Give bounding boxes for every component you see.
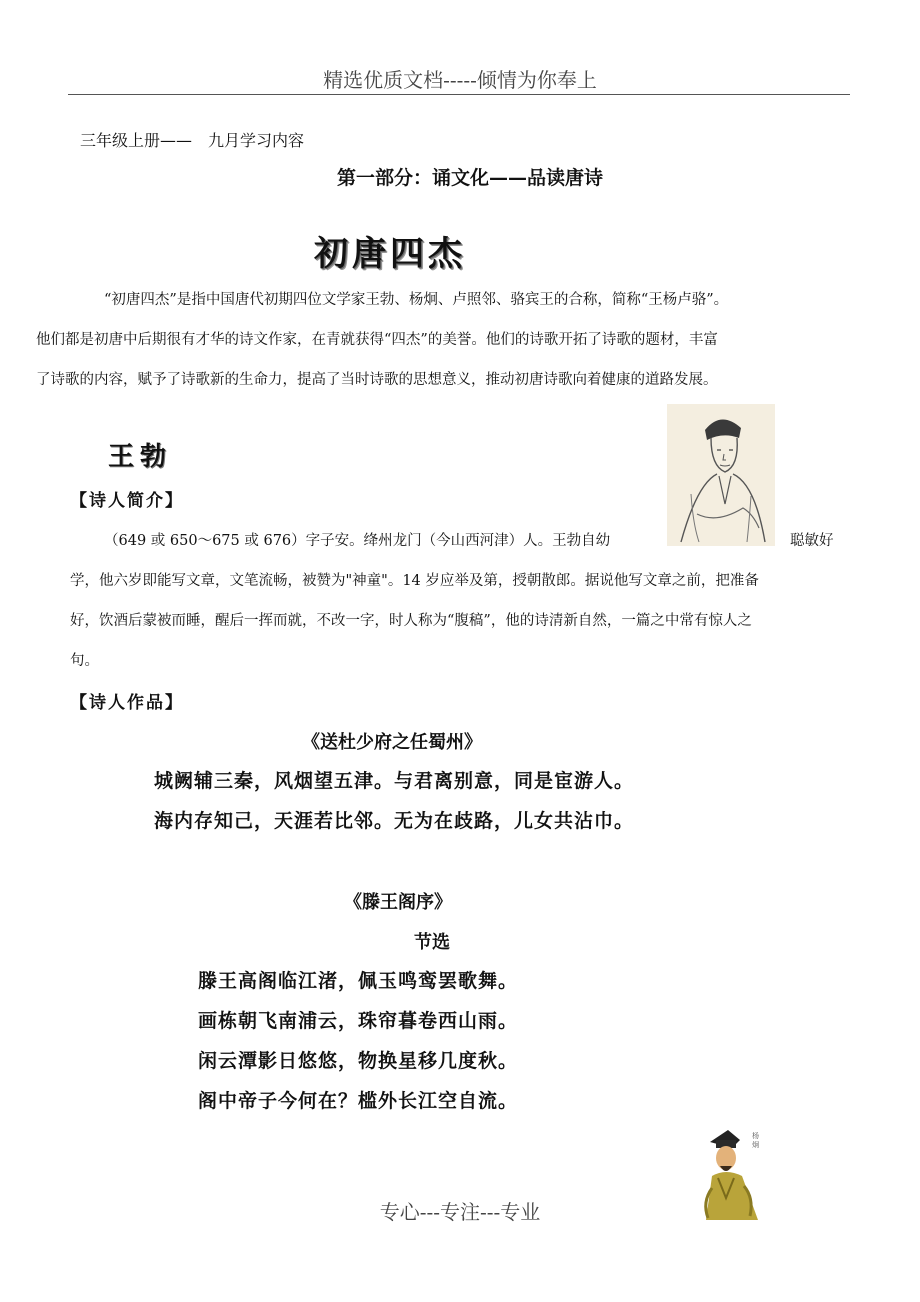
intro-line: 了诗歌的内容，赋予了诗歌新的生命力，提高了当时诗歌的思想意义，推动初唐诗歌向着健康的道路发展。	[36, 372, 718, 388]
header-divider	[68, 94, 850, 95]
poem-line: 滕王高阁临江渚，佩玉鸣鸾罢歌舞。	[198, 970, 519, 992]
grade-line: 三年级上册—— 九月学习内容	[80, 131, 305, 150]
bio-line: 句。	[70, 653, 99, 669]
works-heading: 【诗人作品】	[70, 693, 184, 713]
part-title: 第一部分：诵文化——品读唐诗	[336, 167, 603, 189]
bio-line: 学，他六岁即能写文章，文笔流畅，被赞为"神童"。14 岁应举及第，授朝散郎。据说他写文章之前，把准备	[70, 573, 759, 589]
bio-line: 好，饮酒后蒙被而睡，醒后一挥而就，不改一字，时人称为“腹稿”，他的诗清新自然，一篇之中常有惊人之	[70, 613, 752, 629]
poem-line: 阁中帝子今何在？槛外长江空自流。	[198, 1090, 519, 1112]
poem-line: 画栋朝飞南浦云，珠帘暮卷西山雨。	[198, 1010, 519, 1032]
bio-line: 聪敏好	[790, 533, 834, 549]
poem-line: 城阙辅三秦，风烟望五津。与君离别意，同是宦游人。	[154, 770, 635, 792]
main-title: 初唐四杰	[314, 234, 466, 274]
page-header: 精选优质文档-----倾情为你奉上	[323, 68, 597, 92]
portrait-label: 杨炯	[752, 1132, 759, 1149]
intro-line: “初唐四杰”是指中国唐代初期四位文学家王勃、杨炯、卢照邻、骆宾王的合称，简称“王杨卢骆”。	[104, 292, 729, 308]
poem-title: 《送杜少府之任蜀州》	[302, 732, 482, 753]
poem-title: 《滕王阁序》	[344, 892, 452, 913]
intro-line: 他们都是初唐中后期很有才华的诗文作家，在青就获得“四杰”的美誉。他们的诗歌开拓了诗歌的题材，丰富	[36, 332, 718, 348]
bio-heading: 【诗人简介】	[70, 491, 184, 511]
page-footer: 专心---专注---专业	[379, 1200, 541, 1224]
poem-line: 闲云潭影日悠悠，物换星移几度秋。	[198, 1050, 519, 1072]
poem-subtitle: 节选	[414, 932, 450, 953]
intro-paragraph	[36, 280, 850, 400]
bio-line: （649 或 650～675 或 676）字子安。绛州龙门（今山西河津）人。王勃自幼	[104, 533, 611, 549]
poet-name: 王勃	[108, 442, 173, 472]
portrait-sketch-icon	[667, 404, 775, 546]
poet-portrait	[667, 404, 775, 546]
poem-line: 海内存知己，天涯若比邻。无为在歧路，儿女共沾巾。	[154, 810, 635, 832]
